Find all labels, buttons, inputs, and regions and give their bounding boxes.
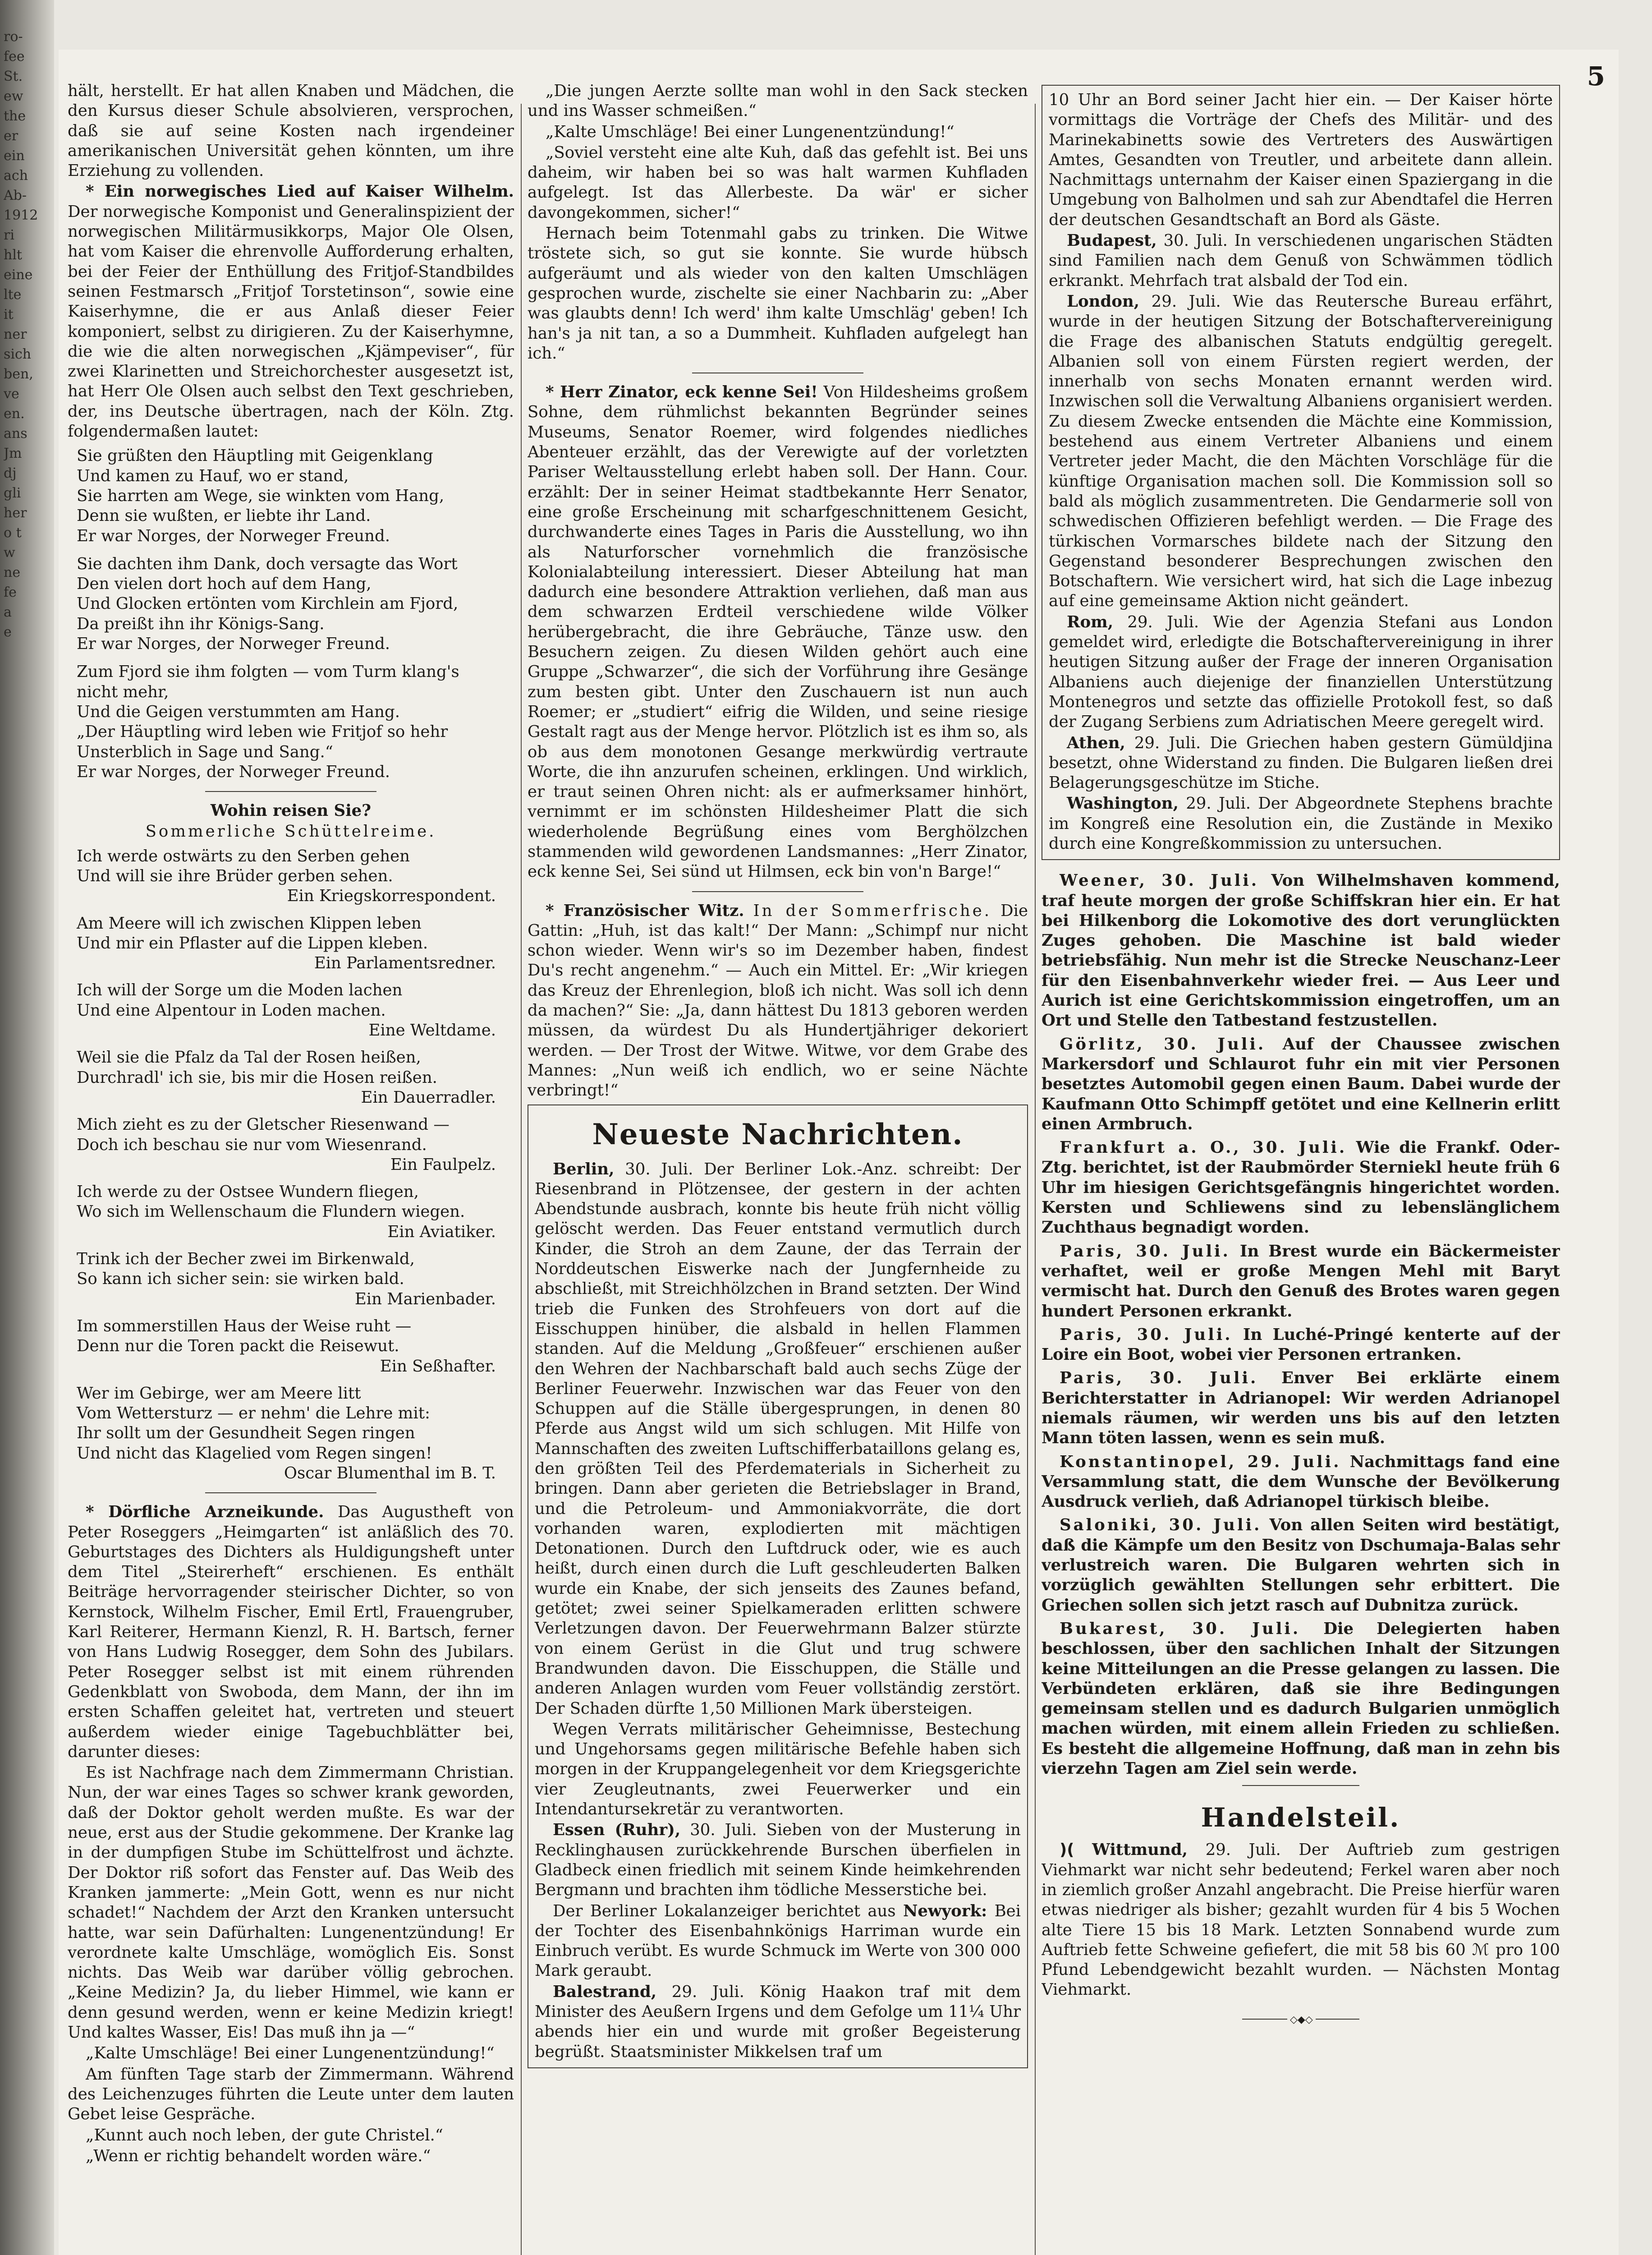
edge-fragment: dj (4, 465, 17, 481)
column-right (1042, 81, 1560, 2255)
stanza (77, 1384, 514, 1483)
news-dateline: Balestrand, (553, 1982, 657, 2001)
stanza (77, 914, 514, 974)
poem-line: So kann ich sicher sein: sie wirken bald. (77, 1270, 404, 1289)
news-dateline: Paris, 30. Juli. (1060, 1369, 1258, 1388)
stanza (77, 1316, 514, 1376)
news-dateline: Wittmund, (1092, 1841, 1188, 1859)
poem-line: Ich will der Sorge um die Moden lachen (77, 981, 403, 1000)
market-item (1042, 1840, 1560, 2000)
poem-line: Trink ich der Becher zwei im Birkenwald, (77, 1250, 415, 1269)
telegram-item (1042, 1242, 1560, 1321)
news-dateline: Frankfurt a. O., 30. Juli. (1060, 1138, 1347, 1157)
poem-line: „Der Häuptling wird leben wie Fritjof so hehr (77, 723, 448, 741)
news-dateline: Budapest, (1067, 231, 1157, 250)
poem-signature: Ein Dauerradler. (361, 1088, 496, 1107)
edge-fragment: gli (4, 485, 21, 501)
poem-line: Und Glocken ertönten vom Kirchlein am Fjord, (77, 594, 459, 613)
paragraph: Es ist Nachfrage nach dem Zimmermann Christian. Nun, der war eines Tages so schwer krank geworden, daß der Doktor geholt werden mußte. Es war der neue, erst aus der Studie gekommene. Der Kranke lag in der dumpfigen Stube im Schüttelfrost und ächzte. Der Doktor riß sofort das Fenster auf. Das Weib des Kranken jammerte: „Mein Gott, wenn es nur nicht schadet!“ Nachdem der Arzt den Kranken untersucht hatte, war sein Dafürhalten: Lungenentzündung! Er verordnete kalte Umschläge, womöglich Eis. Sonst nichts. Das Weib war darüber völlig gebrochen. „Keine Medizin? Ja, du lieber Himmel, wie kann er denn gesund werden, wenn er keine Medizin kriegt! Und kaltes Wasser, Eis! Das muß ihn ja —“ (68, 1763, 514, 2042)
news-dateline: Görlitz, 30. Juli. (1060, 1035, 1266, 1054)
poem-line: Er war Norges, der Norweger Freund. (77, 526, 390, 545)
news-body: Bei der Tochter des Eisenbahnkönigs Harriman wurde ein Einbruch verübt. Es wurde Schmuck im Werte von 300 000 Mark geraubt. (535, 1901, 1021, 1980)
news-body: 30. Juli. Sieben von der Musterung in Recklinghausen zurückkehrende Burschen überfielen in Gladbeck einen friedlich mit seinem Kinde heimkehrenden Bergmann und brachten ihm tödliche Messerstiche bei. (535, 1821, 1021, 1900)
news-body: Von Wilhelmshaven kommend, traf heute morgen der große Schiffskran hier ein. Er hat bei Hilkenborg die Lokomotive des dort verunglückten Zuges gehoben. Die Maschine ist bald wieder betriebsfähig. Nun mehr ist die Strecke Neuschanz-Leer für den Eisenbahnverkehr wieder frei. — Aus Leer und Aurich ist eine Gerichtskommission eingetroffen, um an Ort und Stelle den Tatbestand festzustellen. (1042, 871, 1560, 1030)
edge-fragment: ro- (4, 29, 23, 45)
edge-fragment: en. (4, 406, 25, 422)
news-dateline: Essen (Ruhr), (553, 1821, 681, 1840)
edge-fragment: ew (4, 88, 23, 104)
poem-signature: Ein Aviatiker. (387, 1222, 496, 1241)
poem-line: Durchradl' ich sie, bis mir die Hosen reißen. (77, 1068, 437, 1087)
separator-rule (205, 1492, 376, 1493)
article-body: Der norwegische Komponist und Generalinspizient der norwegischen Militärmusikkorps, Major Ole Olsen, hat vom Kaiser die ehrenvolle Aufforderung erhalten, bei der Feier der Enthüllung des Fritjof-Standbildes seinen Festmarsch „Fritjof Torstetinson“, sowie eine Kaiserhymne, die er aus Anlaß dieser Feier komponiert, selbst zu dirigieren. Zu der Kaiserhymne, die wie die alten norwegischen „Kjämpeviser“, für zwei Klarinetten und Streichorchester ausgesetzt ist, hat Herr Ole Olsen auch selbst den Text geschrieben, der, ins Deutsche übertragen, nach der Köln. Ztg. folgendermaßen lautet: (68, 202, 514, 441)
news-body: 29. Juli. Die Griechen haben gestern Gümüldjina besetzt, ohne Widerstand zu finden. Die Bulgaren ließen drei Belagerungsgeschütze im Stiche. (1049, 733, 1553, 792)
article-lied (68, 182, 514, 442)
news-dateline: Washington, (1067, 794, 1179, 813)
article-witz (528, 901, 1028, 1101)
edge-fragment: fee (4, 49, 25, 64)
poem-schuettelreime (77, 847, 514, 1484)
news-items (1049, 231, 1553, 854)
stanza (77, 1182, 514, 1242)
news-item (1049, 733, 1553, 793)
news-body: 29. Juli. Der Abgeordnete Stephens brachte im Kongreß eine Resolution ein, die Zustände in Mexiko durch eine Kongreßkommission zu untersuchen. (1049, 794, 1553, 853)
edge-fragment: er (4, 128, 18, 144)
edge-fragment: her (4, 505, 27, 521)
telegram-item (1042, 1325, 1560, 1365)
news-dateline: London, (1067, 292, 1140, 311)
poem-line: Da preißt ihn ihr Königs-Sang. (77, 614, 325, 633)
telegram-item (1042, 1035, 1560, 1134)
news-body: 29. Juli. Der Auftrieb zum gestrigen Viehmarkt war nicht sehr bedeutend; Ferkel waren aber noch in ziemlich großer Anzahl angebracht. Die Preise hierfür waren etwas niedriger als bisher; gezahlt wurden für 4 bis 5 Wochen alte Tiere 15 bis 18 Mark. Letzten Sonnabend wurde zum Auftrieb fette Schweine gefiefert, die mit 58 bis 60 ℳ pro 100 Pfund Lebendgewicht bezahlt wurden. — Nächsten Montag Viehmarkt. (1042, 1841, 1560, 1999)
poem-line: Sie grüßten den Häuptling mit Geigenklang (77, 446, 433, 465)
news-body: 29. Juli. Wie der Agenzia Stefani aus London gemeldet wird, erledigte die Botschaftervereinigung in ihrer heutigen Sitzung außer der Frage der inneren Organisation Albaniens auch diejenige der finanziellen Unterstützung Montenegros und setzte das offizielle Protokoll fest, so daß der Zugang Serbiens zum Adriatischen Meere geregelt wird. (1049, 612, 1553, 732)
stanza (77, 847, 514, 907)
news-body: Enver Bei erklärte einem Berichterstatter in Adrianopel: Wir werden Adrianopel niemals räumen, wir werden uns bis auf den letzten Mann töten lassen, wenn es sein muß. (1042, 1369, 1560, 1448)
news-dateline: Paris, 30. Juli. (1060, 1242, 1230, 1261)
edge-fragment: e (4, 624, 12, 640)
news-dateline: Weener, 30. Juli. (1060, 871, 1259, 890)
edge-fragment: a (4, 604, 12, 620)
news-dateline: Paris, 30. Juli. (1060, 1325, 1233, 1344)
news-item (535, 1160, 1021, 1719)
poem-signature: Ein Seßhafter. (380, 1357, 496, 1376)
article-continuation (528, 81, 1028, 364)
news-body: Wie die Frankf. Oder-Ztg. berichtet, ist der Raubmörder Sterniekl heute früh 6 Uhr im hiesigen Gerichtsgefängnis hingerichtet worden. Kersten und Schliewens sind zu lebenslänglichem Zuchthaus begnadigt worden. (1042, 1138, 1560, 1237)
page-number: 5 (1587, 61, 1605, 92)
column-rule (521, 104, 522, 2255)
paragraph: „Soviel versteht eine alte Kuh, daß das gefehlt ist. Bei uns daheim, wir haben bei so was halt warmen Kuhfladen aufgelegt. Ist das Allerbeste. Da wär' er sicher davongekommen, sicher!“ (528, 143, 1028, 222)
poem-line: nicht mehr, (77, 682, 169, 701)
article-body: Das Augustheft von Peter Roseggers „Heimgarten“ ist anläßlich des 70. Geburtstages des Dichters als Huldigungsheft unter dem Titel „Steirerheft“ erschienen. Es enthält Beiträge hervorragender steirischer Dichter, so von Kernstock, Wilhelm Fischer, Emil Ertl, Frauengruber, Karl Reiterer, Hermann Kienzl, R. H. Bartsch, ferner von Hans Ludwig Rosegger, dem Sohn des Jubilars. Peter Rosegger selbst ist mit einem rührenden Gedenkblatt von Swoboda, dem Mann, der ihn im ersten Schaffen geleitet hat, vertreten und steuert außerdem wieder einige Tagebuchblätter bei, darunter dieses: (68, 1503, 514, 1761)
poem-line (77, 546, 514, 554)
news-item (1049, 292, 1553, 612)
article-arznei (68, 1502, 514, 1762)
telegram-item (1042, 1619, 1560, 1779)
article-headline: * Herr Zinator, eck kenne Sei! (546, 383, 818, 402)
edge-fragment: ner (4, 327, 27, 342)
telegram-item (1042, 1138, 1560, 1238)
poem-signature: Ein Kriegskorrespondent. (287, 887, 496, 906)
edge-fragment: the (4, 108, 26, 124)
edge-fragment: 1912 (4, 207, 38, 223)
poem-line: Denn sie wußten, er liebte ihr Land. (77, 506, 371, 525)
poem-line: Ihr sollt um der Gesundheit Segen ringen (77, 1424, 415, 1443)
edge-fragment: eine (4, 267, 33, 283)
poem-title: Wohin reisen Sie? (210, 801, 372, 820)
news-item (1049, 794, 1553, 854)
poem-line: Vom Wettersturz — er nehm' die Lehre mit: (77, 1404, 430, 1423)
paragraph: Am fünften Tage starb der Zimmermann. Während des Leichenzuges führten die Leute unter dem lauten Gebet leise Gespräche. (68, 2065, 514, 2124)
news-body: Auf der Chaussee zwischen Markersdorf und Schlaurot fuhr ein mit vier Personen besetztes Automobil gegen einen Baum. Dabei wurde der Kaufmann Otto Schimpff getötet und eine Kellnerin erlitt einen Armbruch. (1042, 1035, 1560, 1133)
stanza (77, 1249, 514, 1309)
edge-fragment: St. (4, 69, 23, 84)
paragraph: „Kalte Umschläge! Bei einer Lungenentzündung!“ (546, 122, 954, 141)
edge-fragment: sich (4, 346, 32, 362)
poem-line: Am Meere will ich zwischen Klippen leben (77, 914, 422, 933)
poem-line: Und nicht das Klagelied vom Regen singen! (77, 1444, 432, 1463)
edge-fragment: ach (4, 168, 28, 184)
poem-line: Zum Fjord sie ihm folgten — vom Turm klang's (77, 663, 459, 681)
edge-fragment: ve (4, 386, 19, 402)
poem-line: Sie dachten ihm Dank, doch versagte das Wort (77, 554, 458, 573)
poem-kaiserhymne (77, 446, 514, 782)
news-body: 30. Juli. Der Berliner Lok.-Anz. schreibt: Der Riesenbrand in Plötzensee, der gestern in der achten Abendstunde ausbrach, konnte bis heute früh nicht völlig gelöscht werden. Das Feuer entstand vermutlich durch Kinder, die Stroh an dem Zaune, der das Terrain der Norddeutschen Eiswerke nach der Jungfernheide zu abschließt, mit Streichhölzchen in Brand setzten. Der Wind trieb die Funken des Strohfeuers von dort auf die Eisschuppen hinüber, die alsbald in hellen Flammen standen. Auf die Meldung „Großfeuer“ erschienen außer den Wehren der Nachbarschaft bald auch sechs Züge der Berliner Feuerwehr. Inzwischen war das Feuer von den Schuppen auf die Ställe übergesprungen, in denen 80 Pferde aus Angst wild um sich schlugen. Mit Hilfe von Mannschaften des zweiten Luftschifferbataillons gelang es, den größten Teil des Pferdematerials in Sicherheit zu bringen. Dann aber gerieten die Betriebslager in Brand, und die Petroleum- und Ammoniakvorräte, die dort vorhanden waren, explodierten mit mächtigen Detonationen. Durch den Luftdruck oder, wie es auch heißt, durch einen durch die Luft geschleuderten Balken wurde ein Knabe, der sich jenseits des Zaunes befand, getötet; zwei seiner Spielkameraden erlitten schwere Verletzungen davon. Der Feuerwehrmann Balzer stürzte von einem Gerüst in die Glut und trug schwere Brandwunden davon. Die Eisschuppen, die Ställe und anderen Anlagen wurden vom Feuer vollständig zerstört. Der Schaden dürfte 1,50 Millionen Mark übersteigen. (535, 1160, 1021, 1718)
market-mark: )( (1060, 1841, 1074, 1859)
poem-line: Und kamen zu Hauf, wo er stand, (77, 466, 349, 485)
poem-line: Er war Norges, der Norweger Freund. (77, 635, 390, 653)
edge-fragment: hlt (4, 247, 22, 263)
edge-fragment: ri (4, 227, 14, 243)
previous-page-edge (4, 27, 49, 2255)
poem-line: Ich werde ostwärts zu den Serben gehen (77, 847, 410, 865)
poem-line: Er war Norges, der Norweger Freund. (77, 762, 390, 781)
poem-signature: Ein Parlamentsredner. (314, 954, 496, 973)
article-arznei-paragraphs (68, 1763, 514, 2166)
end-ornament (1242, 2014, 1359, 2025)
poem-line: Und will sie ihre Brüder gerben sehen. (77, 866, 393, 885)
news-item (535, 1901, 1021, 1981)
poem-signature: Ein Faulpelz. (390, 1155, 496, 1174)
paragraph: „Kunnt auch noch leben, der gute Christel.“ (86, 2126, 443, 2145)
poem-line: Und eine Alpentour in Loden machen. (77, 1001, 386, 1020)
news-body: In Brest wurde ein Bäckermeister verhaftet, weil er große Mengen Mehl mit Baryt vermischt hat. Durch den Genuß des Brotes waren gegen hundert Personen erkrankt. (1042, 1242, 1560, 1321)
news-continuation: 10 Uhr an Bord seiner Jacht hier ein. — Der Kaiser hörte vormittags die Vorträge der Chefs des Militär- und des Marinekabinetts sowie des Vertreters des Auswärtigen Amtes, Gesandten von Treutler, und arbeitete dann allein. Nachmittags unternahm der Kaiser einen Spaziergang in die Umgebung von Balholmen und sah zur Abendtafel die Herren der deutschen Gesandtschaft an Bord als Gäste. (1049, 91, 1553, 229)
article-headline: * Dörfliche Arzneikunde. (86, 1503, 324, 1522)
poem-line: Mich zieht es zu der Gletscher Riesenwand — (77, 1115, 450, 1134)
telegram-items (1042, 871, 1560, 1779)
news-body: In Luché-Pringé kenterte auf der Loire ein Boot, wobei vier Personen ertranken. (1042, 1325, 1560, 1364)
poem-line: Den vielen dort hoch auf dem Hang, (77, 575, 372, 594)
article-body: Die Gattin: „Huh, ist das kalt!“ Der Mann: „Schimpf nur nicht schon wieder. Wenn wir's so im Dezember haben, findest Du's recht angenehm.“ — Auch ein Mittel. Er: „Wir kriegen das Kreuz der Ehrenlegion, bloß ich nicht. Was soll ich denn da machen?“ Sie: „Ja, dann hättest Du 1813 geboren werden müssen, da würdest Du als Hundertjähriger dekoriert werden. — Der Trost der Witwe. Witwe, vor dem Grabe des Mannes: „Nun weiß ich endlich, wo er seine Nächte verbringt!“ (528, 901, 1028, 1100)
news-body: 29. Juli. Wie das Reutersche Bureau erfährt, wurde in der heutigen Sitzung der Botschaftervereinigung die Frage des albanischen Statuts endgültig geregelt. Albanien soll von einem Fürsten regiert werden, der innerhalb von sechs Monaten ernannt werden wird. Inzwischen soll die Verwaltung Albaniens organisiert werden. Zu diesem Zwecke entsenden die Mächte eine Kommission, bestehend aus einem Vertreter Albaniens und einem Vertreter jeder Macht, die den Mächten Vorschläge für die künftige Organisation machen soll. Die Kommission soll so bald als möglich zusammentreten. Die Gendarmerie soll von schwedischen Offizieren befehligt werden. — Die Frage des türkischen Vormarsches bildete nach der Sitzung den Gegenstand besonderer Besprechungen zwischen den Botschaftern. Wie versichert wird, hat sich die Lage inbezug auf eine gemeinsame Aktion nicht geändert. (1049, 292, 1553, 611)
edge-fragment: ein (4, 148, 25, 164)
poem-line: Und die Geigen verstummten am Hang. (77, 702, 400, 721)
edge-fragment: it (4, 307, 14, 322)
edge-fragment: ans (4, 426, 28, 442)
article-body: Von Hildesheims großem Sohne, dem rühmlichst bekannten Begründer seines Museums, Senator Roemer, wird folgendes niedliches Abenteuer erzählt, das der Verewigte auf der vorletzten Pariser Weltausstellung erlebt haben soll. Der Hann. Cour. erzählt: Der in seiner Heimat stadtbekannte Herr Senator, eine große Erscheinung mit scharfgeschnittenem Gesicht, durchwanderte eines Tages in Paris die Ausstellung, wo ihn als Naturforscher vornehmlich die französische Kolonialabteilung interessiert. Dieser Abteilung hat man dadurch eine besondere Attraktion verliehen, daß man aus dem schwarzen Erdteil verschiedene wilde Völker herübergebracht, die ihre Gebräuche, Tänze usw. den Besuchern zeigen. Zu diesen Wilden gehört auch eine Gruppe „Schwarzer“, die sich der Vorführung ihre Gesänge zum besten gibt. Unter den Zuschauern ist nun auch Roemer; er „studiert“ eifrig die Wilden, und seine riesige Gestalt ragt aus der Menge hervor. Plötzlich ist es ihm so, als ob aus dem monotonen Gesange merkwürdig vertraute Worte, die ihn anzurufen scheinen, erklingen. Und wirklich, er traut seinen Ohren nicht: als er aufmerksamer hinhört, vernimmt er im schönsten Hildesheimer Platt die sich wiederholende Begrüßung eines vom Berghölzchen stammenden wild gewordenen Landsmannes: „Herr Zinator, eck kenne Sei, Sei sünd ut Hilmsen, eck bin von'n Barge!“ (528, 383, 1028, 881)
edge-fragment: ben, (4, 366, 33, 382)
paragraph: „Wenn er richtig behandelt worden wäre.“ (86, 2146, 431, 2165)
edge-fragment: o t (4, 525, 22, 541)
news-body: Die Delegierten haben beschlossen, über den sachlichen Inhalt der Sitzungen keine Mitteilungen an die Presse gelangen zu lassen. Die Verbündeten erklären, daß sie ihre Bedingungen gemeinsam stellen und es dadurch Bulgarien unmöglich machen würden, mit einem allein Frieden zu schließen. Es besteht die allgemeine Hoffnung, daß man in zehn bis vierzehn Tagen am Ziel sein werde. (1042, 1619, 1560, 1778)
telegram-item (1042, 1452, 1560, 1512)
poem-line: Im sommerstillen Haus der Weise ruht — (77, 1316, 412, 1335)
poem-line: Weil sie die Pfalz da Tal der Rosen heißen, (77, 1048, 421, 1067)
poem-line: Sie harrten am Wege, sie winkten vom Hang, (77, 486, 445, 505)
news-item (535, 1820, 1021, 1900)
news-item (1049, 231, 1553, 291)
article-headline: * Ein norwegisches Lied auf Kaiser Wilhelm. (86, 182, 514, 201)
news-item: Wegen Verrats militärischer Geheimnisse, Bestechung und Ungehorsams gegen militärische Befehle haben sich morgen in der Kruppangelegenheit vor dem Kriegsgerichte vier Zeugleutnants, zwei Feuerwerker und ein Intendantursekretär zu verantworten. (535, 1720, 1021, 1819)
news-dateline: Athen, (1067, 733, 1125, 752)
poem-line: Und mir ein Pflaster auf die Lippen kleben. (77, 934, 428, 953)
poem-line: Denn nur die Toren packt die Reisewut. (77, 1337, 399, 1356)
poem-signature: Eine Weltdame. (368, 1021, 496, 1040)
separator-rule (692, 891, 863, 892)
column-left (68, 81, 514, 2255)
news-dateline: Saloniki, 30. Juli. (1060, 1516, 1262, 1535)
telegram-item (1042, 1515, 1560, 1615)
poem-line (77, 654, 514, 662)
article-headline: * Französischer Witz. (546, 901, 744, 920)
news-body: Von allen Seiten wird bestätigt, daß die Kämpfe um den Besitz von Dschumaja-Balas sehr verlustreich waren. Die Bulgaren wehrten sich in vorzüglich gewählten Stellungen sehr erbittert. Die Griechen sollen sich jetzt rasch auf Dubnitza zurück. (1042, 1516, 1560, 1615)
section-heading-handel: Handelsteil. (1201, 1802, 1401, 1833)
paragraph: „Kalte Umschläge! Bei einer Lungenentzündung!“ (86, 2044, 495, 2063)
article-lead: In der Sommerfrische. (753, 901, 992, 920)
news-dateline: Newyork: (903, 1901, 987, 1920)
paragraph: „Die jungen Aerzte sollte man wohl in den Sack stecken und ins Wasser schmeißen.“ (528, 82, 1028, 120)
paragraph: Hernach beim Totenmahl gabs zu trinken. Die Witwe tröstete sich, so gut sie konnte. Sie wurde hübsch aufgeräumt und als wieder von den kalten Umschlägen gesprochen wurde, zischelte sie einer Nachbarin zu: „Aber was glaubts denn! Ich werd' ihm kalte Umschläg' geben! Ich han's ja nit tan, a so a Dummheit. Kuhfladen aufgelegt han ich.“ (528, 224, 1028, 363)
stanza (77, 1115, 514, 1175)
stanza (77, 1048, 514, 1108)
poem-line: Wo sich im Wellenschaum die Flundern wiegen. (77, 1202, 465, 1221)
separator-rule (1242, 1785, 1359, 1786)
stanza (77, 980, 514, 1040)
poem-line: Doch ich beschau sie nur vom Wiesenrand. (77, 1135, 427, 1154)
column-middle (528, 81, 1028, 2255)
column-rule (1035, 104, 1036, 2255)
telegram-item (1042, 1368, 1560, 1448)
news-body: 29. Juli. König Haakon traf mit dem Minister des Aeußern Irgens und dem Gefolge um 11¼ Uhr abends hier ein und wurde mit großer Begeisterung begrüßt. Staatsminister Mikkelsen traf um (535, 1982, 1021, 2061)
news-item (535, 1982, 1021, 2062)
news-dateline: Rom, (1067, 612, 1114, 631)
article-continuation: hält, herstellt. Er hat allen Knaben und Mädchen, die den Kursus dieser Schule absolvieren, versprochen, daß sie auf seine Kosten nach irgendeiner amerikanischen Universität gehen könnten, um ihre Erziehung zu vollenden. (68, 82, 514, 180)
news-body: Nachmittags fand eine Versammlung statt, die dem Wunsche der Bevölkerung Ausdruck verlieh, daß Adrianopel türkisch bleibe. (1042, 1452, 1560, 1511)
poem-line: Wer im Gebirge, wer am Meere litt (77, 1384, 361, 1403)
news-item (1049, 612, 1553, 732)
article-zinator (528, 382, 1028, 882)
news-dateline: Konstantinopel, 29. Juli. (1060, 1452, 1341, 1471)
section-heading: Neueste Nachrichten. (592, 1117, 964, 1151)
poem-line: Ich werde zu der Ostsee Wundern fliegen, (77, 1183, 419, 1201)
edge-fragment: Jm (4, 446, 22, 461)
telegram-item (1042, 871, 1560, 1031)
edge-fragment: ne (4, 565, 21, 580)
news-lead: Der Berliner Lokalanzeiger berichtet aus (553, 1901, 896, 1920)
edge-fragment: fe (4, 584, 17, 600)
news-body: 30. Juli. In verschiedenen ungarischen Städten sind Familien nach dem Genuß von Schwämmen tödlich erkrankt. Mehrfach trat alsbald der Tod ein. (1049, 231, 1553, 290)
news-box (528, 1104, 1028, 2068)
news-dateline: Berlin, (553, 1160, 615, 1178)
poem-line: Unsterblich in Sage und Sang.“ (77, 742, 333, 761)
edge-fragment: Ab- (4, 188, 27, 203)
news-dateline: Bukarest, 30. Juli. (1060, 1619, 1301, 1638)
poem-signature: Oscar Blumenthal im B. T. (284, 1464, 496, 1482)
separator-rule (205, 791, 376, 792)
newspaper-page (59, 50, 1619, 2255)
edge-fragment: lte (4, 287, 22, 303)
poem-signature: Ein Marienbader. (354, 1289, 496, 1308)
poem-subtitle: Sommerliche Schüttelreime. (145, 822, 436, 841)
edge-fragment: w (4, 545, 15, 561)
news-box-continued (1042, 85, 1560, 860)
